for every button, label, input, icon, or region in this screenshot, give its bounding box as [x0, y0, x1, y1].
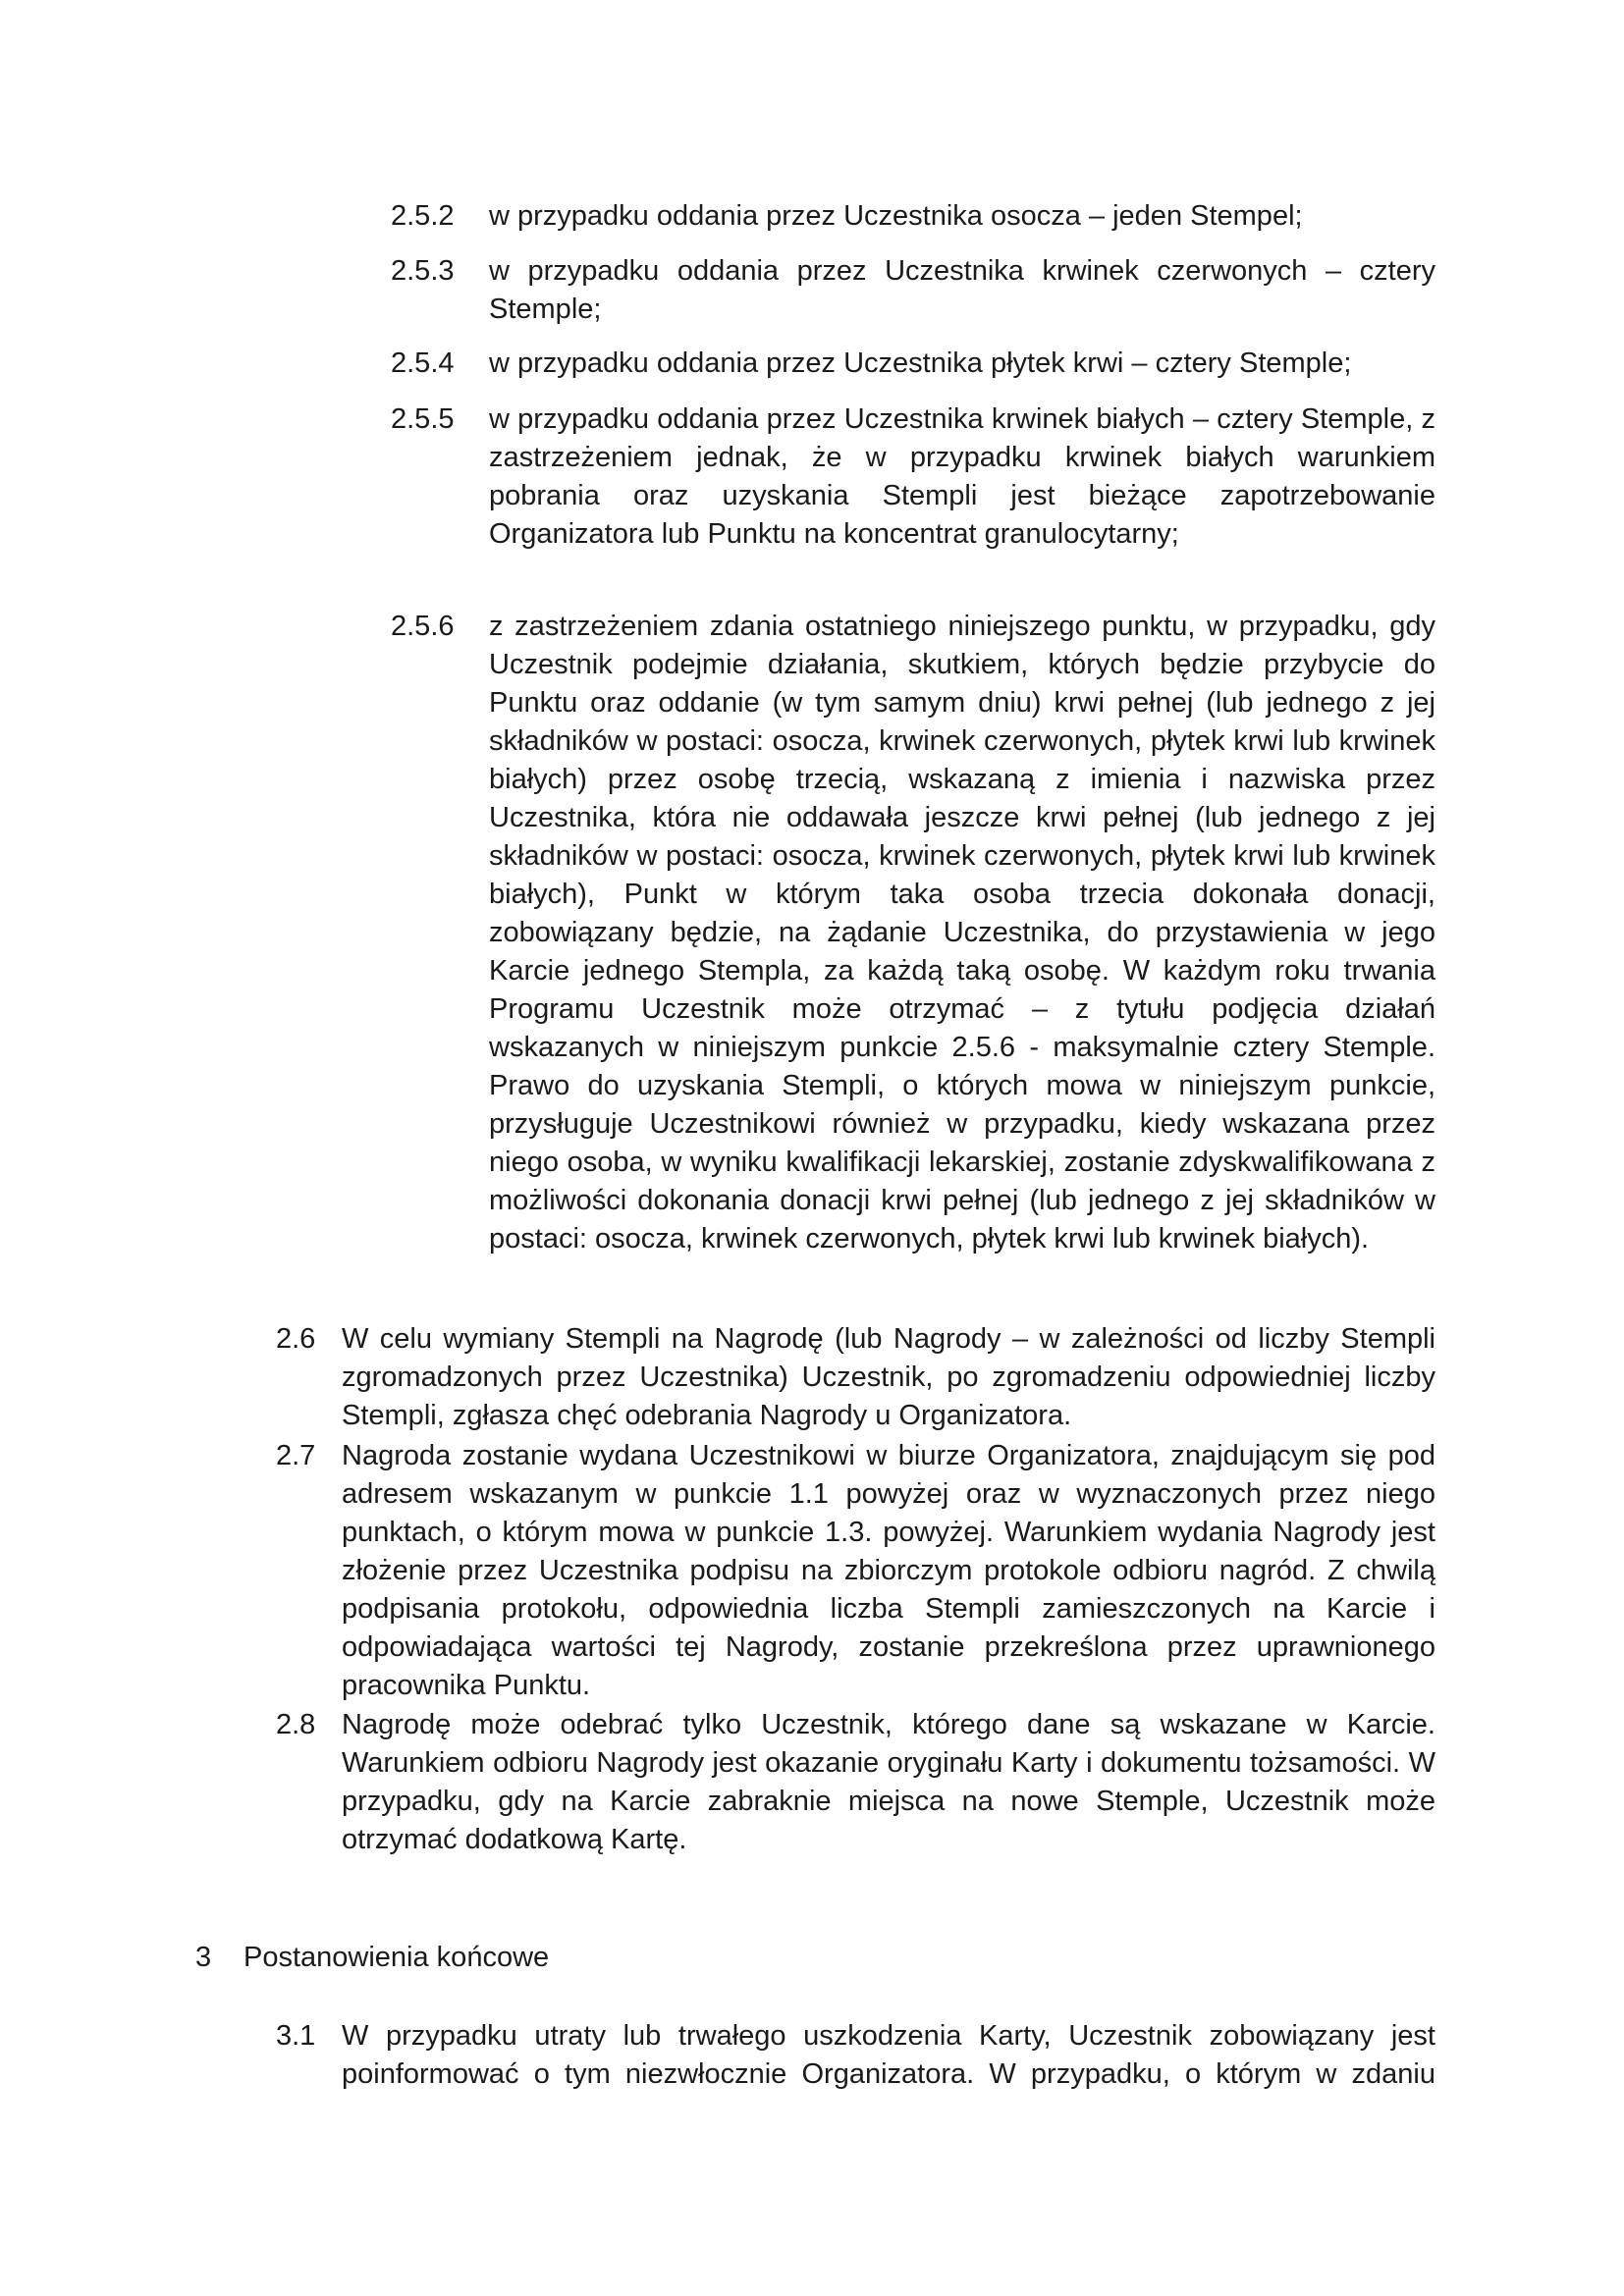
- clause-number: 2.5.2: [391, 200, 455, 232]
- clause-2-5-5: [391, 400, 1435, 554]
- clause-text: w przypadku oddania przez Uczestnika krwinek czerwonych – cztery Stemple;: [489, 255, 1435, 325]
- clause-text: W celu wymiany Stempli na Nagrodę (lub Nagrody – w zależności od liczby Stempli zgromadzonych przez Uczestnika) Uczestnik, po zgromadzeniu odpowiedniej liczby Stempli, zgłasza chęć odebrania Nagrody u Organizatora.: [342, 1323, 1435, 1431]
- clause-2-5-3: [391, 252, 1435, 329]
- clause-text: w przypadku oddania przez Uczestnika osocza – jeden Stempel;: [489, 200, 1303, 232]
- clause-2-7: [276, 1437, 1435, 1705]
- clause-text: Nagroda zostanie wydana Uczestnikowi w biurze Organizatora, znajdującym się pod adresem wskazanym w punkcie 1.1 powyżej oraz w wyznaczonych przez niego punktach, o którym mowa w punkcie 1.3. powyżej. Warunkiem wydania Nagrody jest złożenie przez Uczestnika podpisu na zbiorczym protokole odbioru nagród. Z chwilą podpisania protokołu, odpowiednia liczba Stempli zamieszczonych na Karcie i odpowiadająca wartości tej Nagrody, zostanie przekreślona przez uprawnionego pracownika Punktu.: [342, 1440, 1435, 1701]
- section-number: 3: [195, 1942, 212, 1973]
- clause-number: 2.5.3: [391, 255, 455, 287]
- clause-text: w przypadku oddania przez Uczestnika płytek krwi – cztery Stemple;: [489, 347, 1352, 379]
- clause-number: 2.5.6: [391, 611, 455, 642]
- clause-number: 2.5.4: [391, 347, 455, 379]
- section-title: Postanowienia końcowe: [244, 1942, 550, 1973]
- clause-number: 2.6: [276, 1323, 316, 1355]
- clause-text: Nagrodę może odebrać tylko Uczestnik, którego dane są wskazane w Karcie. Warunkiem odbioru Nagrody jest okazanie oryginału Karty i dokumentu tożsamości. W przypadku, gdy na Karcie zabraknie miejsca na nowe Stemple, Uczestnik może otrzymać dodatkową Kartę.: [342, 1709, 1435, 1855]
- clause-2-6: [276, 1320, 1435, 1435]
- clause-2-8: [276, 1706, 1435, 1859]
- section-3-heading: [195, 1939, 1435, 1977]
- clause-text: w przypadku oddania przez Uczestnika krwinek białych – cztery Stemple, z zastrzeżeniem jednak, że w przypadku krwinek białych warunkiem pobrania oraz uzyskania Stempli jest bieżące zapotrzebowanie Organizatora lub Punktu na koncentrat granulocytarny;: [489, 403, 1435, 550]
- clause-number: 2.7: [276, 1440, 316, 1471]
- clause-2-5-2: [391, 197, 1435, 236]
- clause-2-5-6: [391, 608, 1435, 1258]
- clause-number: 3.1: [276, 2020, 316, 2052]
- clause-3-1: [276, 2017, 1435, 2094]
- clause-text: W przypadku utraty lub trwałego uszkodzenia Karty, Uczestnik zobowiązany jest poinformować o tym niezwłocznie Organizatora. W przypadku, o którym w zdaniu: [342, 2020, 1435, 2090]
- clause-2-5-4: [391, 345, 1435, 383]
- clause-text: z zastrzeżeniem zdania ostatniego niniejszego punktu, w przypadku, gdy Uczestnik podejmie działania, skutkiem, których będzie przybycie do Punktu oraz oddanie (w tym samym dniu) krwi pełnej (lub jednego z jej składników w postaci: osocza, krwinek czerwonych, płytek krwi lub krwinek białych) przez osobę trzecią, wskazaną z imienia i nazwiska przez Uczestnika, która nie oddawała jeszcze krwi pełnej (lub jednego z jej składników w postaci: osocza, krwinek czerwonych, płytek krwi lub krwinek białych), Punkt w którym taka osoba trzecia dokonała donacji, zobowiązany będzie, na żądanie Uczestnika, do przystawienia w jego Karcie jednego Stempla, za każdą taką osobę. W każdym roku trwania Programu Uczestnik może otrzymać – z tytułu podjęcia działań wskazanych w niniejszym punkcie 2.5.6 - maksymalnie cztery Stemple. Prawo do uzyskania Stempli, o których mowa w niniejszym punkcie, przysługuje Uczestnikowi również w przypadku, kiedy wskazana przez niego osoba, w wyniku kwalifikacji lekarskiej, zostanie zdyskwalifikowana z możliwości dokonania donacji krwi pełnej (lub jednego z jej składników w postaci: osocza, krwinek czerwonych, płytek krwi lub krwinek białych).: [489, 611, 1435, 1255]
- clause-number: 2.8: [276, 1709, 316, 1740]
- clause-number: 2.5.5: [391, 403, 455, 435]
